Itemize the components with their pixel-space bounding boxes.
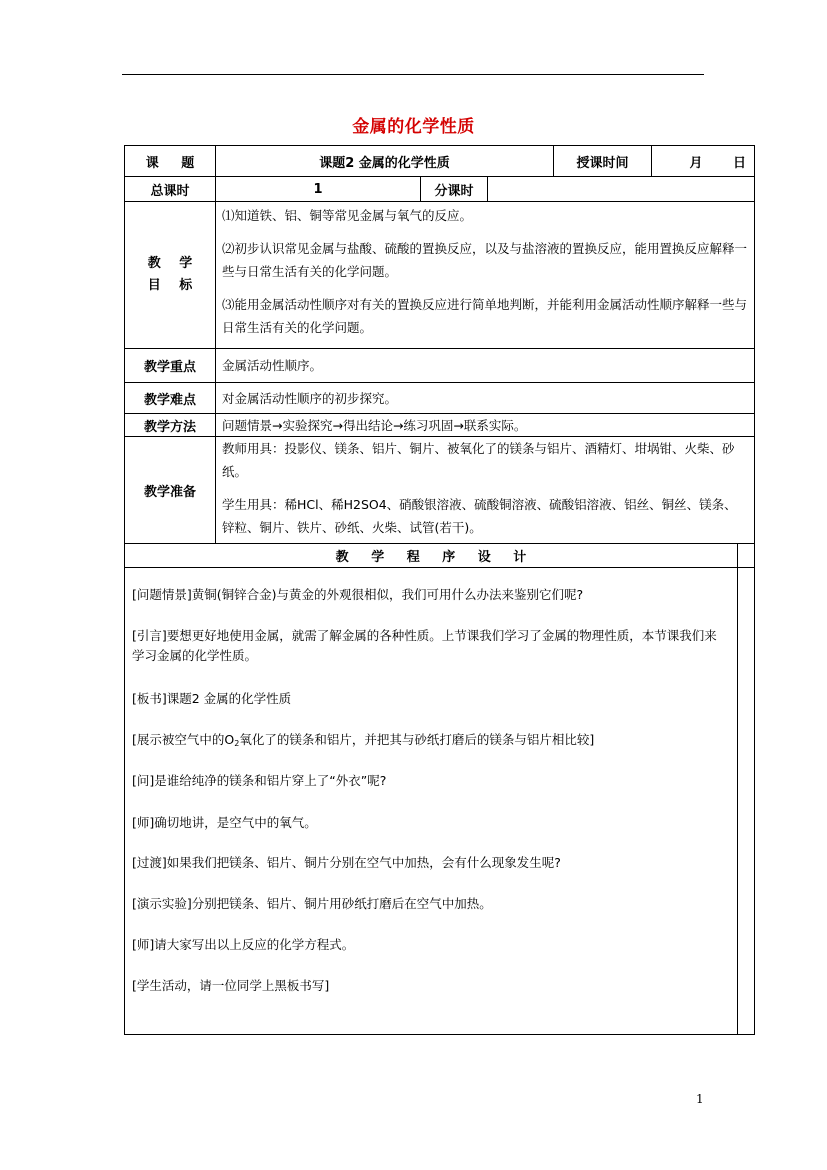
- body-demonstration: [展示被空气中的$O_2$氧化了的镁条和铝片，并把其与砂纸打磨后的镁条与铝片相比较]: [132, 732, 595, 748]
- topic-value-cell: 课题2 金属的化学性质: [215, 145, 554, 177]
- header-rule: [122, 74, 704, 75]
- student-tools: 学生用具：稀HCl、稀H2SO4、硝酸银溶液、硫酸铜溶液、硫酸铝溶液、铝丝、铜丝、镁条、锌粒、铜片、铁片、砂纸、火柴、试管(若干)。: [222, 497, 737, 535]
- page-title: 金属的化学性质: [352, 117, 475, 137]
- program-body-side-cell: [737, 567, 755, 1035]
- body-question-scenario: [问题情景]黄铜(铜锌合金)与黄金的外观很相似，我们可用什么办法来鉴别它们呢?: [132, 587, 584, 602]
- goals-content-cell: [215, 201, 755, 349]
- body-transition: [过渡]如果我们把镁条、铝片、铜片分别在空气中加热，会有什么现象发生呢?: [132, 855, 561, 870]
- sub-hours-label-cell: 分课时: [420, 176, 488, 202]
- body-student-activity: [学生活动，请一位同学上黑板书写]: [132, 978, 330, 993]
- method-value-cell: 问题情景→实验探究→得出结论→练习巩固→联系实际。: [215, 413, 755, 437]
- goal-item-2: ⑵初步认识常见金属与盐酸、硫酸的置换反应，以及与盐溶液的置换反应，能用置换反应解释一些与日常生活有关的化学问题。: [222, 241, 748, 279]
- body-question: [问]是谁给纯净的镁条和铝片穿上了“外衣”呢?: [132, 773, 387, 788]
- body-board-title: [板书]课题2 金属的化学性质: [132, 691, 292, 706]
- page-number: 1: [696, 1092, 704, 1106]
- teacher-tools: 教师用具：投影仪、镁条、铝片、铜片、被氧化了的镁条与铝片、酒精灯、坩埚钳、火柴、砂纸。: [222, 441, 735, 479]
- body-introduction: [引言]要想更好地使用金属，就需了解金属的各种性质。上节课我们学习了金属的物理性质，本节课我们来学习金属的化学性质。: [132, 628, 717, 663]
- lesson-date-cell: 月 日: [651, 145, 755, 177]
- lesson-time-label-cell: 授课时间: [553, 145, 652, 177]
- prep-content-cell: [215, 436, 755, 544]
- body-teacher-answer: [师]确切地讲，是空气中的氧气。: [132, 815, 317, 830]
- goal-item-1: ⑴知道铁、铝、铜等常见金属与氧气的反应。: [222, 208, 473, 223]
- goals-label-cell: 教 学 目 标: [124, 201, 216, 349]
- topic-label-cell: 课 题: [124, 145, 216, 177]
- key-point-value-cell: 金属活动性顺序。: [215, 348, 755, 383]
- total-hours-label-cell: 总课时: [124, 176, 216, 202]
- prep-label-cell: 教学准备: [124, 436, 216, 544]
- difficulty-value-cell: 对金属活动性顺序的初步探究。: [215, 382, 755, 414]
- difficulty-label-cell: 教学难点: [124, 382, 216, 414]
- body-experiment: [演示实验]分别把镁条、铝片、铜片用砂纸打磨后在空气中加热。: [132, 896, 492, 911]
- method-label-cell: 教学方法: [124, 413, 216, 437]
- total-hours-value-cell: 1: [215, 176, 421, 202]
- key-point-label-cell: 教学重点: [124, 348, 216, 383]
- program-design-side-cell: [737, 543, 755, 568]
- program-design-header: 教 学 程 序 设 计: [124, 543, 738, 568]
- sub-hours-value-cell: [487, 176, 755, 202]
- body-teacher-request: [师]请大家写出以上反应的化学方程式。: [132, 937, 355, 952]
- goal-item-3: ⑶能用金属活动性顺序对有关的置换反应进行简单地判断，并能利用金属活动性顺序解释一些与日常生活有关的化学问题。: [222, 297, 748, 335]
